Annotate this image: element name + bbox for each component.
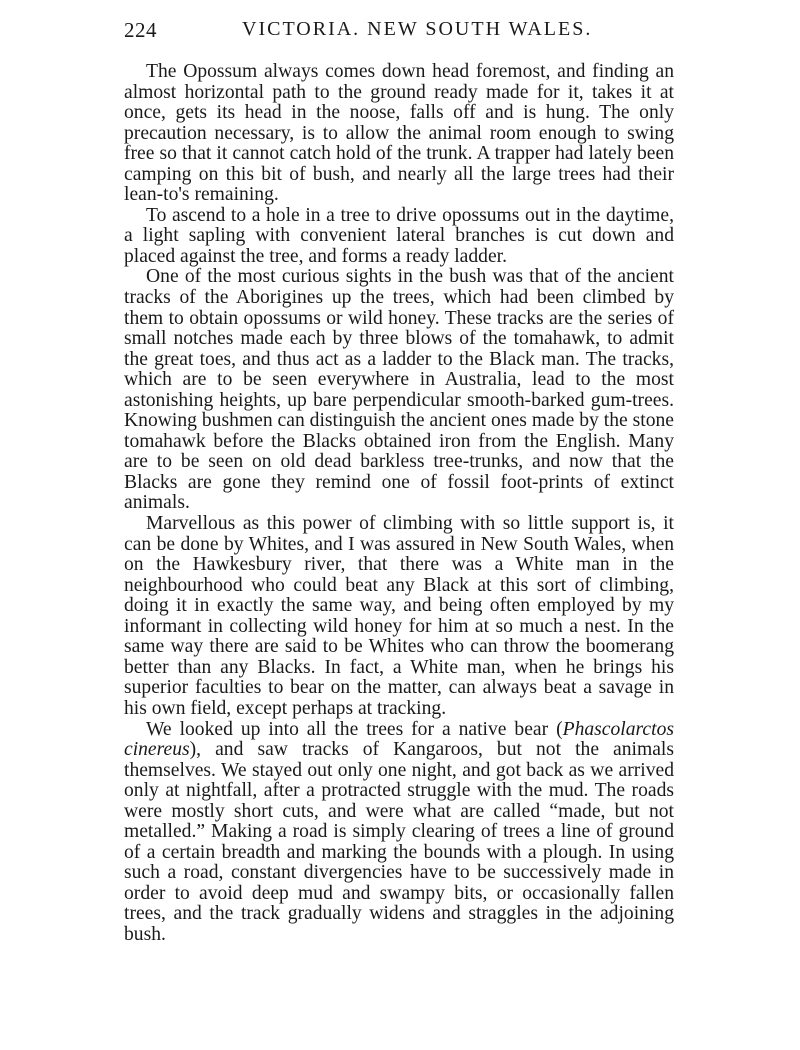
species-name: Phascolarctos cinereus bbox=[124, 718, 674, 761]
paragraph-text: ), and saw tracks of Kangaroos, but not the animals themselves. We stayed out only one night, and got back as we arrived only at nightfall, after a protracted struggle with the mud. The roads were mostly short cuts, and were what are called “made, but not metalled.” Making a road is simply clearing of trees a line of ground of a certain breadth and marking the bounds with a plough. In using such a road, constant divergencies have to be successively made in order to avoid deep mud and swampy bits, or occasionally fallen trees, and the track gradually widens and straggles in the adjoining bush. bbox=[124, 739, 674, 945]
paragraph bbox=[124, 720, 674, 946]
paragraph: The Opossum always comes down head foremost, and finding an almost horizontal path to the ground ready made for it, takes it at once, gets its head in the noose, falls off and is hung. The only precaution necessary, is to allow the animal room enough to swing free so that it cannot catch hold of the trunk. A trapper had lately been camping on this bit of bush, and nearly all the large trees had their lean-to's remaining. bbox=[124, 61, 674, 206]
page-number: 224 bbox=[124, 18, 157, 42]
body-text bbox=[124, 62, 674, 946]
running-head: VICTORIA. NEW SOUTH WALES. bbox=[242, 18, 593, 40]
paragraph: Marvellous as this power of climbing with so little support is, it can be done by Whites, and I was assured in New South Wales, when on the Hawkesbury river, that there was a White man in the neighbourhood who could beat any Black at this sort of climbing, doing it in exactly the same way, and being often employed by my informant in collecting wild honey for him at so much a nest. In the same way there are said to be Whites who can throw the boomerang better than any Blacks. In fact, a White man, when he brings his superior faculties to bear on the matter, can always beat a savage in his own field, except perhaps at tracking. bbox=[124, 513, 674, 719]
paragraph: To ascend to a hole in a tree to drive opossums out in the daytime, a light sapling with convenient lateral branches is cut down and placed against the tree, and forms a ready ladder. bbox=[124, 204, 674, 267]
paragraph-text: We looked up into all the trees for a native bear ( bbox=[146, 718, 563, 740]
paragraph: One of the most curious sights in the bush was that of the ancient tracks of the Aborigines up the trees, which had been climbed by them to obtain opossums or wild honey. These tracks are the series of small notches made each by three blows of the tomahawk, to admit the great toes, and thus act as a ladder to the Black man. The tracks, which are to be seen everywhere in Australia, lead to the most astonishing heights, up bare perpendicular smooth-barked gum-trees. Knowing bushmen can distinguish the ancient ones made by the stone tomahawk before the Blacks obtained iron from the English. Many are to be seen on old dead barkless tree-trunks, and now that the Blacks are gone they remind one of fossil foot-prints of extinct animals. bbox=[124, 266, 674, 514]
page-header bbox=[124, 18, 680, 52]
